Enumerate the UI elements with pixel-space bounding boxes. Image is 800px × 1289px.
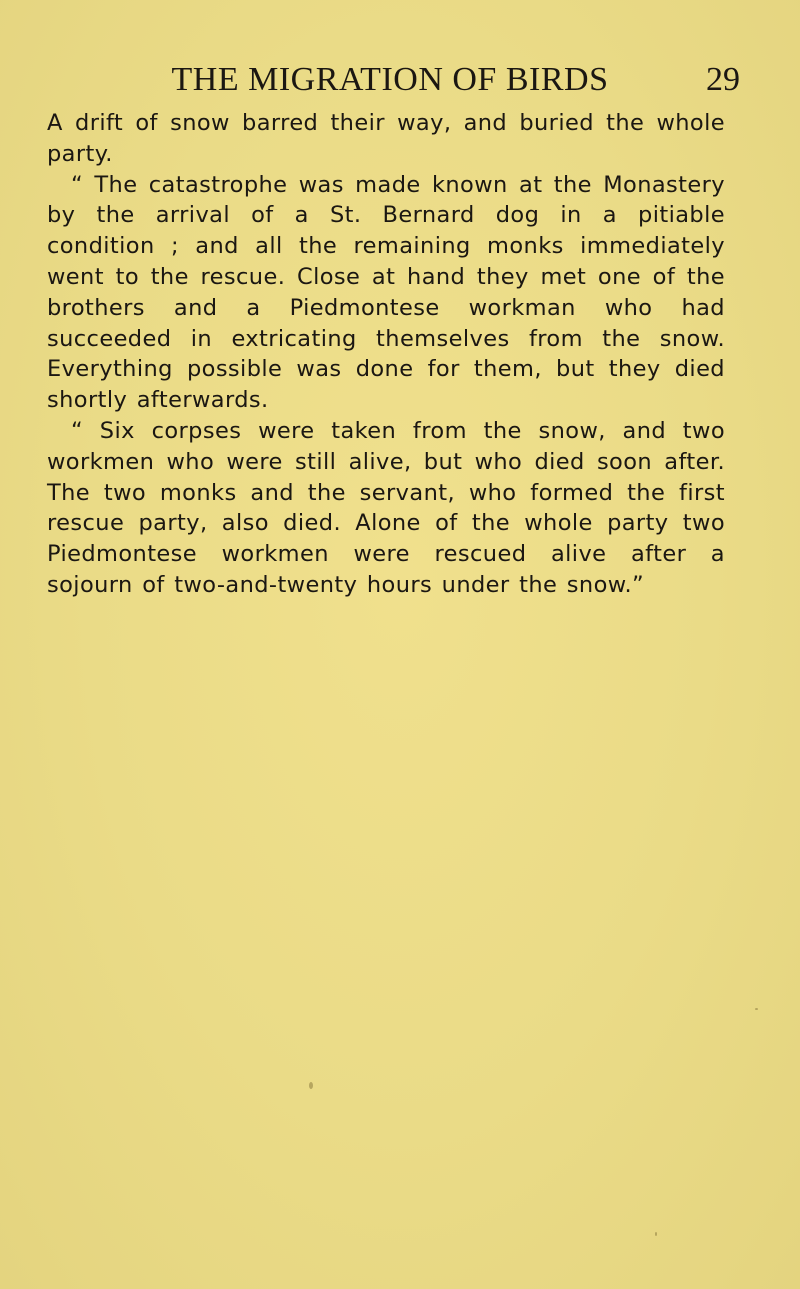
paper-speck [755,1008,758,1010]
running-title: THE MIGRATION OF BIRDS [171,61,609,98]
paragraph-2: “ The catastrophe was made known at the Monastery by the arrival of a St. Bernard dog in a pitiable condition ; and all the remaining monks immediately went to the rescue. Close at hand they met one of the brothers and a Piedmontese workman who had succeeded in extricating themselves from the snow. Everything possible was done for them, but they died shortly afterwards. [47,171,725,414]
running-head [40,60,740,100]
paragraph-3: “ Six corpses were taken from the snow, and two workmen who were still alive, but who died soon after. The two monks and the servant, who formed the first rescue party, also died. Alone of the whole party two Piedmontese workmen were rescued alive after a sojourn of two-and-twenty hours under the snow.” [47,417,725,598]
paper-speck [655,1232,657,1236]
paper-speck [309,1082,313,1089]
paragraph-1: A drift of snow barred their way, and buried the whole party. [47,110,725,167]
body-text [47,108,725,601]
page-number: 29 [706,61,740,98]
